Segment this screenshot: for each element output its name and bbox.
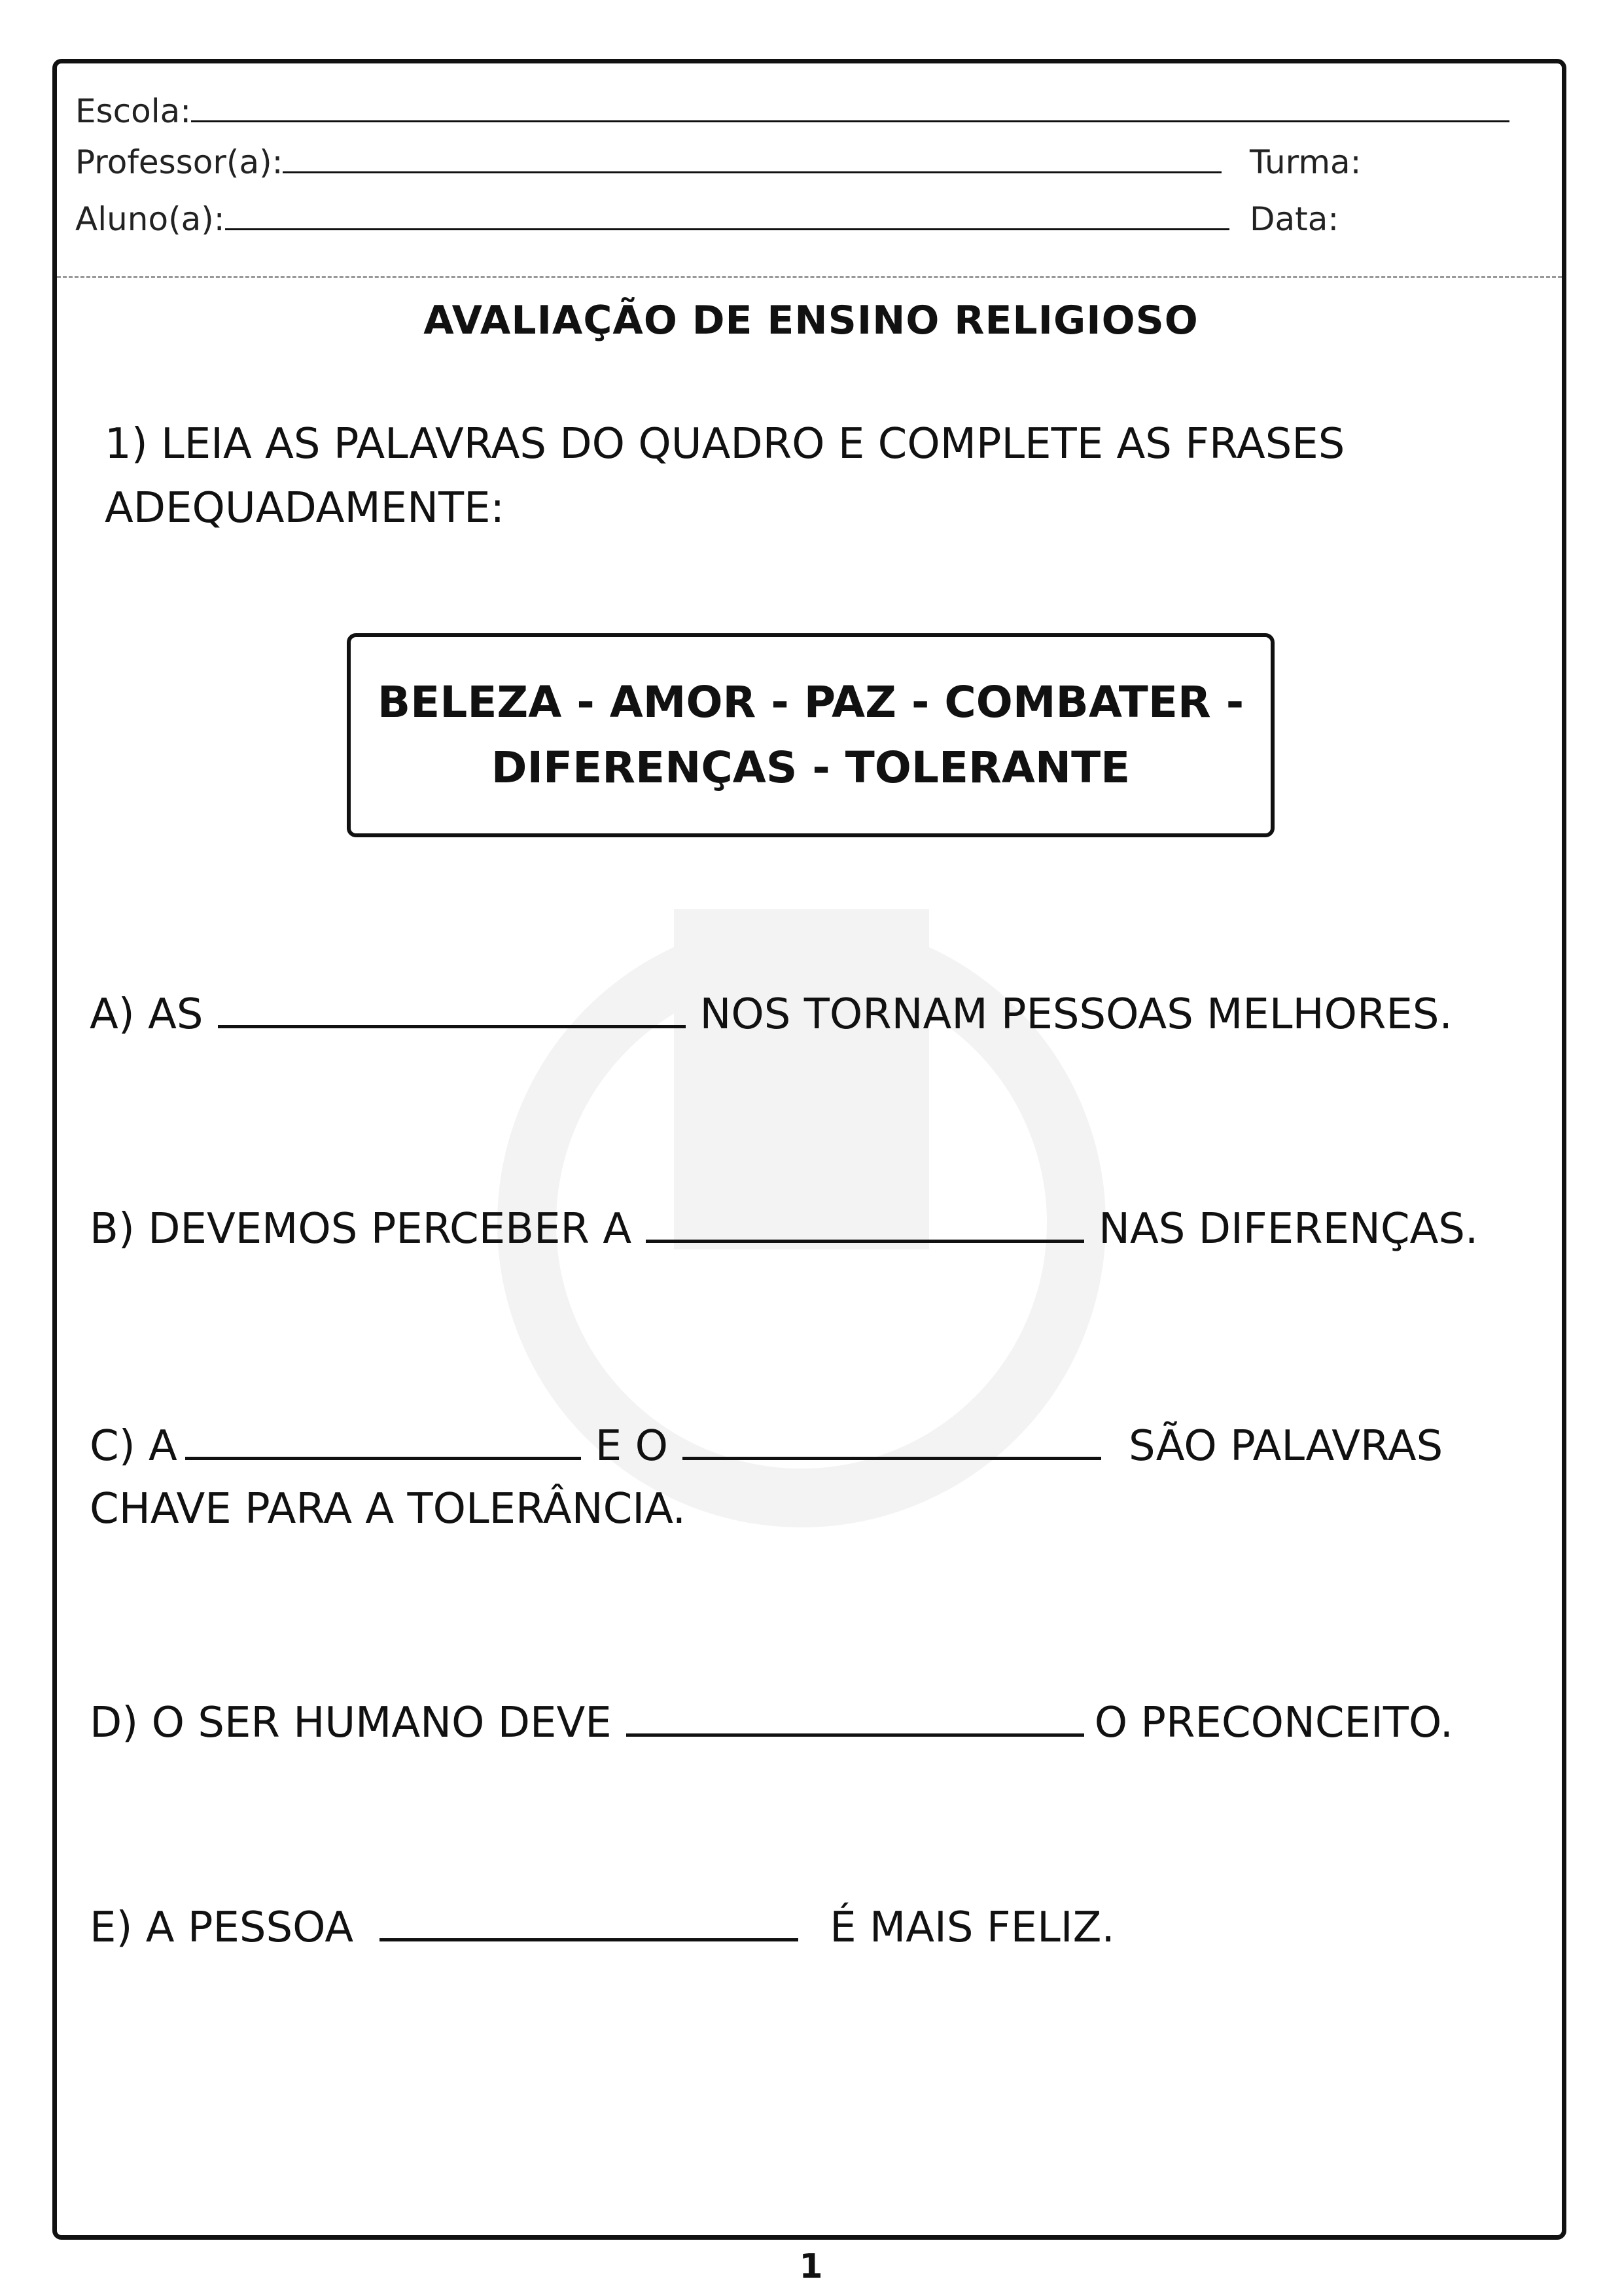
item-d-blank[interactable] [626,1694,1084,1737]
teacher-field[interactable] [283,143,1222,173]
item-e-after: É MAIS FELIZ. [830,1904,1115,1952]
item-d [90,1691,1453,1755]
item-c [90,1414,1443,1478]
page-title: AVALIAÇÃO DE ENSINO RELIGIOSO [423,298,1199,343]
teacher-row [75,143,1222,182]
word-bank-line-2: DIFERENÇAS - TOLERANTE [491,742,1131,793]
item-b-blank[interactable] [646,1200,1084,1243]
teacher-label: Professor(a): [75,143,283,181]
question-line-1: 1) LEIA AS PALAVRAS DO QUADRO E COMPLETE AS FRASES [105,420,1345,468]
student-field[interactable] [225,200,1229,230]
item-d-after: O PRECONCEITO. [1094,1699,1454,1747]
item-c-middle: E O [595,1422,668,1470]
item-b [90,1197,1478,1261]
class-label: Turma: [1250,143,1362,181]
student-row [75,200,1229,239]
word-bank-box [347,633,1275,837]
item-e [90,1896,1115,1960]
item-b-after: NAS DIFERENÇAS. [1099,1205,1479,1253]
student-label: Aluno(a): [75,200,225,238]
item-a-blank[interactable] [218,986,686,1028]
school-field[interactable] [191,92,1509,122]
header-divider [57,276,1562,278]
item-a-after: NOS TORNAM PESSOAS MELHORES. [699,990,1453,1039]
item-d-before: D) O SER HUMANO DEVE [90,1699,612,1747]
school-row [75,92,1509,131]
question-1 [105,412,1511,540]
school-label: Escola: [75,92,192,130]
item-e-before: E) A PESSOA [90,1904,354,1952]
item-c-blank-1[interactable] [185,1418,581,1460]
item-c-line-2: CHAVE PARA A TOLERÂNCIA. [90,1485,686,1533]
item-e-blank[interactable] [379,1899,798,1941]
item-c-blank-2[interactable] [682,1418,1101,1460]
date-label: Data: [1250,200,1339,238]
item-a-before: A) AS [90,990,203,1039]
item-c-before: C) A [90,1422,177,1470]
page-number: 1 [799,2247,823,2286]
question-line-2: ADEQUADAMENTE: [105,484,505,532]
item-a [90,983,1453,1047]
word-bank-line-1: BELEZA - AMOR - PAZ - COMBATER - [377,677,1244,727]
item-b-before: B) DEVEMOS PERCEBER A [90,1205,632,1253]
item-c-after: SÃO PALAVRAS [1128,1422,1443,1470]
